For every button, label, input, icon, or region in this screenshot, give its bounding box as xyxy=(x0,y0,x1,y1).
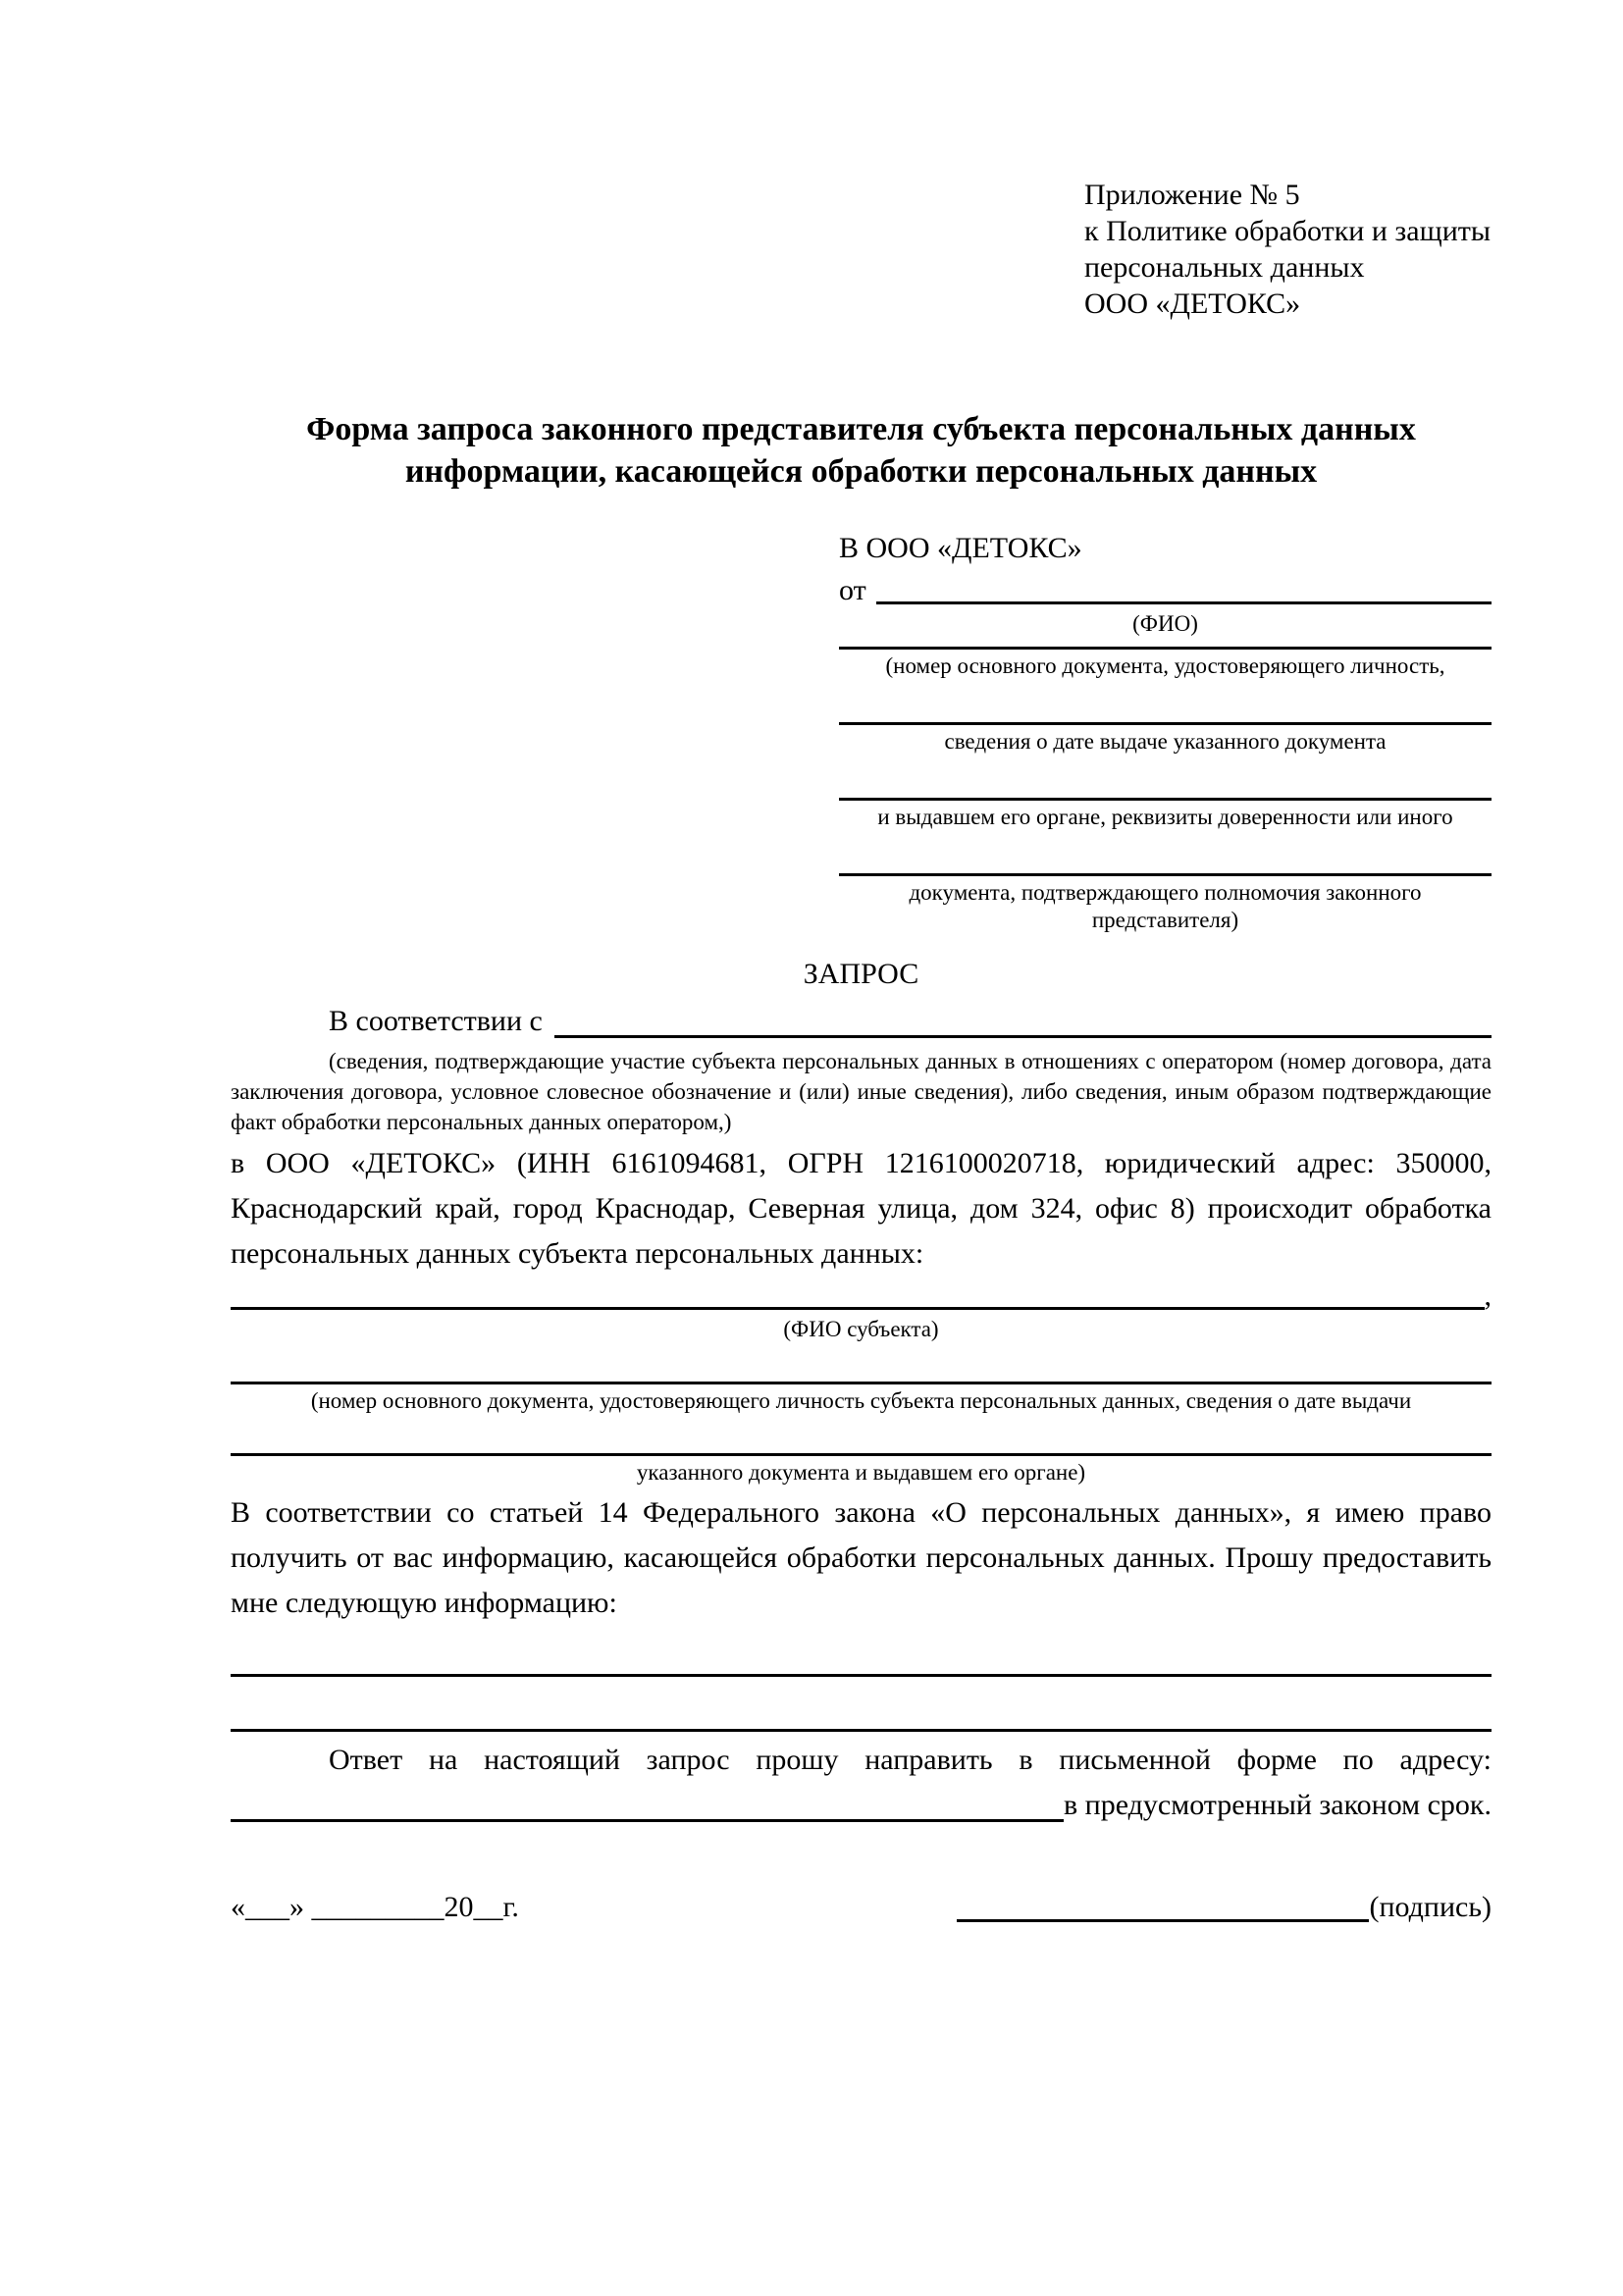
from-label: от xyxy=(839,574,866,606)
fio-caption: (ФИО) xyxy=(1132,611,1198,636)
intro-blank-line xyxy=(554,999,1492,1038)
blank-line xyxy=(231,1677,1492,1732)
request-heading: ЗАПРОС xyxy=(803,958,919,990)
subject-fio-caption: (ФИО субъекта) xyxy=(783,1317,939,1341)
form-title xyxy=(231,408,1492,493)
field-caption-1: (номер основного документа, удостоверяющего личность, xyxy=(885,653,1445,678)
blank-line xyxy=(839,756,1492,801)
blank-line xyxy=(839,638,1492,650)
form-title-line-1: Форма запроса законного представителя субъекта персональных данных xyxy=(306,411,1416,447)
address-blank-line xyxy=(231,1783,1064,1822)
blank-line xyxy=(231,1343,1492,1384)
appendix-line-2: к Политике обработки и защиты xyxy=(1084,215,1492,247)
subject-doc-caption-2: указанного документа и выдавшем его органе) xyxy=(636,1460,1086,1485)
answer-suffix: в предусмотренный законом срок. xyxy=(1064,1789,1492,1821)
trailing-comma: , xyxy=(1484,1279,1492,1312)
blank-line xyxy=(231,1415,1492,1456)
addressee-block xyxy=(839,526,1492,934)
appendix-line-3: персональных данных xyxy=(1084,251,1365,284)
field-caption-2: сведения о дате выдаче указанного документа xyxy=(944,729,1387,754)
intro-row xyxy=(231,999,1492,1044)
appendix-line-4: ООО «ДЕТОКС» xyxy=(1084,287,1301,320)
signature-caption: (подпись) xyxy=(1369,1891,1492,1923)
footer-row xyxy=(231,1887,1492,1927)
subject-fio-row xyxy=(231,1277,1492,1316)
field-caption-3: и выдавшем его органе, реквизиты доверенности или иного xyxy=(877,805,1453,829)
addressee-to: В ООО «ДЕТОКС» xyxy=(839,532,1082,564)
field-caption-4: документа, подтверждающего полномочия законного представителя) xyxy=(909,880,1422,932)
fine-print: (сведения, подтверждающие участие субъекта персональных данных в отношениях с оператором (номер договора, дата заключения договора, условное словесное обозначение и (или) иные сведения), либо сведения, иным образом подтверждающие факт обработки персональных данных оператором,) xyxy=(231,1049,1492,1134)
signature-group xyxy=(957,1887,1492,1927)
signature-blank-line xyxy=(957,1887,1369,1922)
law-paragraph: В соответствии со статьей 14 Федерального закона «О персональных данных», я имею право получить от вас информацию, касающейся обработки персональных данных. Прошу предоставить мне следующую информацию: xyxy=(231,1496,1492,1619)
subject-fio-blank-line xyxy=(231,1277,1485,1310)
blank-line xyxy=(839,680,1492,725)
operator-paragraph: в ООО «ДЕТОКС» (ИНН 6161094681, ОГРН 1216100020718, юридический адрес: 350000, Краснодарский край, город Краснодар, Северная улица, дом 324, офис 8) происходит обработка персональных данных субъекта персональных данных: xyxy=(231,1147,1492,1270)
date-line: «___» _________20__г. xyxy=(231,1891,519,1923)
subject-doc-caption-1: (номер основного документа, удостоверяющего личность субъекта персональных данных, сведения о дате выдачи xyxy=(310,1388,1412,1413)
answer-paragraph: Ответ на настоящий запрос прошу направить в письменной форме по адресу: xyxy=(329,1744,1492,1776)
blank-line xyxy=(231,1626,1492,1677)
intro-prefix: В соответствии с xyxy=(329,1005,543,1037)
answer-suffix-row xyxy=(231,1783,1492,1828)
form-title-line-2: информации, касающейся обработки персональных данных xyxy=(404,453,1318,490)
appendix-line-1: Приложение № 5 xyxy=(1084,179,1300,211)
appendix-header xyxy=(1084,177,1496,322)
from-blank-line xyxy=(876,571,1492,604)
from-row xyxy=(839,571,1492,610)
blank-line xyxy=(839,831,1492,876)
